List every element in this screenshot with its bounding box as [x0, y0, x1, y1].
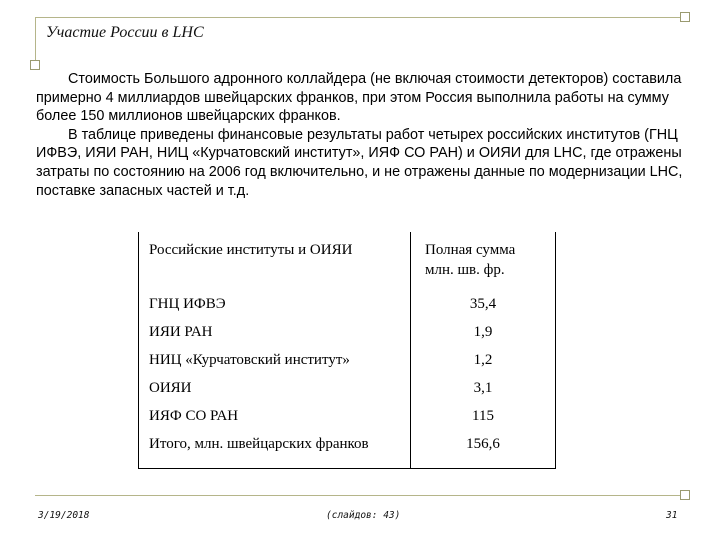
- institute-value: 1,9: [411, 320, 556, 348]
- table-row: [139, 376, 556, 404]
- footer-slides-count: (слайдов: 43): [326, 510, 401, 521]
- table-row: [139, 292, 556, 320]
- table-row: [139, 320, 556, 348]
- total-label: Итого, млн. швейцарских франков: [139, 432, 411, 469]
- institutes-cost-table: [138, 232, 556, 469]
- institute-value: 3,1: [411, 376, 556, 404]
- total-value: 156,6: [411, 432, 556, 469]
- header-total-sum-line1: Полная сумма: [425, 242, 516, 258]
- footer-date: 3/19/2018: [38, 510, 90, 521]
- institute-name: ИЯФ СО РАН: [139, 404, 411, 432]
- institute-name: ИЯИ РАН: [139, 320, 411, 348]
- frame-top-line: [35, 17, 681, 18]
- slide-title: Участие России в LHC: [46, 24, 204, 41]
- institute-name: НИЦ «Курчатовский институт»: [139, 348, 411, 376]
- table-total-row: [139, 432, 556, 469]
- institute-value: 35,4: [411, 292, 556, 320]
- frame-corner-square-top-right: [680, 12, 690, 22]
- institute-value: 115: [411, 404, 556, 432]
- header-total-sum: [411, 232, 556, 292]
- institute-name: ГНЦ ИФВЭ: [139, 292, 411, 320]
- table-row: [139, 404, 556, 432]
- frame-left-line: [35, 17, 36, 62]
- frame-corner-square-left: [30, 60, 40, 70]
- paragraph-cost: Стоимость Большого адронного коллайдера (не включая стоимости детекторов) составила примерно 4 миллиардов швейцарских франков, при этом Россия выполнила работы на сумму более 150 миллионов швейцарских франков.: [36, 71, 682, 125]
- table-row: [139, 348, 556, 376]
- frame-bottom-line: [35, 495, 681, 496]
- footer-page-number: 31: [666, 510, 678, 521]
- table-header-row: [139, 232, 556, 292]
- frame-corner-square-bottom-right: [680, 490, 690, 500]
- paragraph-table-description: В таблице приведены финансовые результаты работ четырех российских институтов (ГНЦ ИФВЭ, ИЯИ РАН, НИЦ «Курчатовский институт», ИЯФ СО РАН) и ОИЯИ для LHC, где отражены затраты по состоянию на 2006 год включительно, и не отражены данные по модернизации LHC, поставке запасных частей и т.д.: [36, 126, 683, 199]
- slide-body-text: [36, 70, 696, 200]
- institute-name: ОИЯИ: [139, 376, 411, 404]
- institute-value: 1,2: [411, 348, 556, 376]
- header-institutes: Российские институты и ОИЯИ: [139, 232, 411, 292]
- header-total-sum-line2: млн. шв. фр.: [425, 262, 505, 278]
